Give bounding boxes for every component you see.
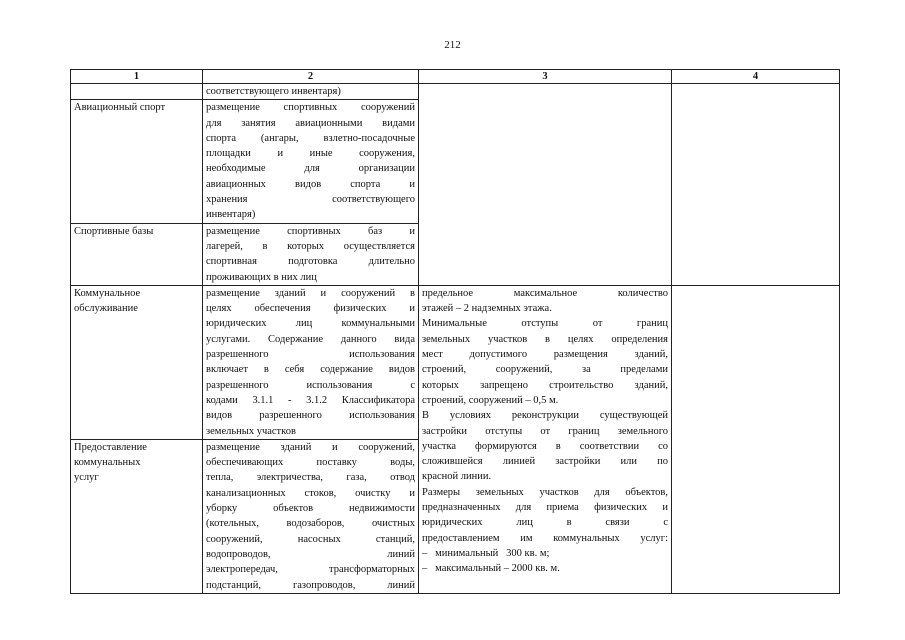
text-line: услугами. Содержание данного вида [206,333,415,345]
cell-use-name [71,223,203,285]
text-line: мест допустимого размещения зданий, [422,349,668,361]
text-line: (котельных, водозаборов, очистных [206,518,415,530]
text-line: проживающих в них лиц [206,271,317,283]
text-line: тепла, электричества, газа, отвод [206,472,415,484]
cell-parameters-empty [419,84,672,286]
text-line: услуг [74,472,99,484]
header-col-1: 1 [71,70,203,84]
text-line: Спортивные базы [74,225,154,237]
text-line: инвентаря) [206,209,256,221]
text-line: спорта (ангары, взлетно-посадочные [206,132,415,144]
table-header-row [71,70,840,84]
text-line: красной линии. [422,471,492,483]
page-number: 212 [444,39,461,51]
header-col-4: 4 [672,70,840,84]
text-line: водопроводов, линий [206,548,415,560]
table-row-communal-services [71,285,840,439]
text-line: сооружений, насосных станций, [206,533,415,545]
text-line: Предоставление [74,441,147,453]
text-line: В условиях реконструкции существующей [422,410,668,422]
cell-restrictions-empty [672,285,840,593]
text-line: соответствующего инвентаря) [206,86,341,97]
text-line: уборку объектов недвижимости [206,503,415,515]
text-line: размещение зданий и сооружений, [206,441,415,453]
header-col-2: 2 [203,70,419,84]
cell-use-description [203,285,419,439]
text-line: строений, сооружений – 0,5 м. [422,394,559,406]
text-line: целях обеспечения физических и [206,303,415,315]
cell-use-description [203,223,419,285]
text-line: участка формируются в соответствии со [422,440,668,452]
text-line: канализационных стоков, очистку и [206,487,415,499]
text-line: авиационных видов спорта и [206,178,415,190]
text-line: земельных участков в целях определения [422,333,668,345]
text-line: коммунальных [74,457,141,469]
text-line: спортивная подготовка длительно [206,256,415,268]
text-line: видов разрешенного использования [206,410,415,422]
text-line: строений, сооружений, за пределами [422,364,668,376]
text-line: юридических лиц коммунальными [206,318,415,330]
text-line: размещение зданий и сооружений в [206,287,415,299]
text-line: – минимальный 300 кв. м; [422,547,550,559]
text-line: застройки отступы от границ земельного [422,425,668,437]
text-line: – максимальный – 2000 кв. м. [422,563,560,575]
header-col-3: 3 [419,70,672,84]
cell-use-description [203,100,419,223]
text-line: площадки и иные сооружения, [206,148,415,160]
cell-use-name [71,285,203,439]
text-line: которых запрещено строительство зданий, [422,379,668,391]
text-line: обслуживание [74,303,138,315]
text-line: разрешенного использования [206,349,415,361]
text-line: земельных участков [206,425,296,437]
cell-use-name [71,84,203,100]
cell-use-description [203,439,419,593]
text-line: предельное максимальное количество [422,287,668,299]
table-row-continuation [71,84,840,100]
text-line: кодами 3.1.1 - 3.1.2 Классификатора [206,394,415,406]
text-line: разрешенного использования с [206,379,415,391]
text-line: сложившейся линией застройки или по [422,456,668,468]
text-line: хранения соответствующего [206,194,415,206]
text-line: Минимальные отступы от границ [422,318,668,330]
text-line: размещение спортивных сооружений [206,102,415,114]
cell-use-description [203,84,419,100]
text-line: для занятия авиационными видами [206,117,415,129]
text-line: Размеры земельных участков для объектов, [422,486,668,498]
zoning-table [70,69,840,594]
text-line: размещение спортивных баз и [206,225,415,237]
text-line: Авиационный спорт [74,102,166,114]
cell-restrictions-empty [672,84,840,286]
cell-use-name [71,439,203,593]
text-line: предназначенных для приема физических и [422,502,668,514]
text-line: этажей – 2 надземных этажа. [422,303,552,315]
text-line: включает в себя содержание видов [206,364,415,376]
cell-parameters [419,285,672,593]
text-line: предоставлением им коммунальных услуг: [422,532,668,544]
text-line: электропередач, трансформаторных [206,564,415,576]
text-line: Коммунальное [74,287,141,299]
text-line: юридических лиц в связи с [422,517,668,529]
cell-use-name [71,100,203,223]
text-line: необходимые для организации [206,163,415,175]
text-line: обеспечивающих поставку воды, [206,457,415,469]
text-line: подстанций, газопроводов, линий [206,579,415,591]
text-line: лагерей, в которых осуществляется [206,240,415,252]
